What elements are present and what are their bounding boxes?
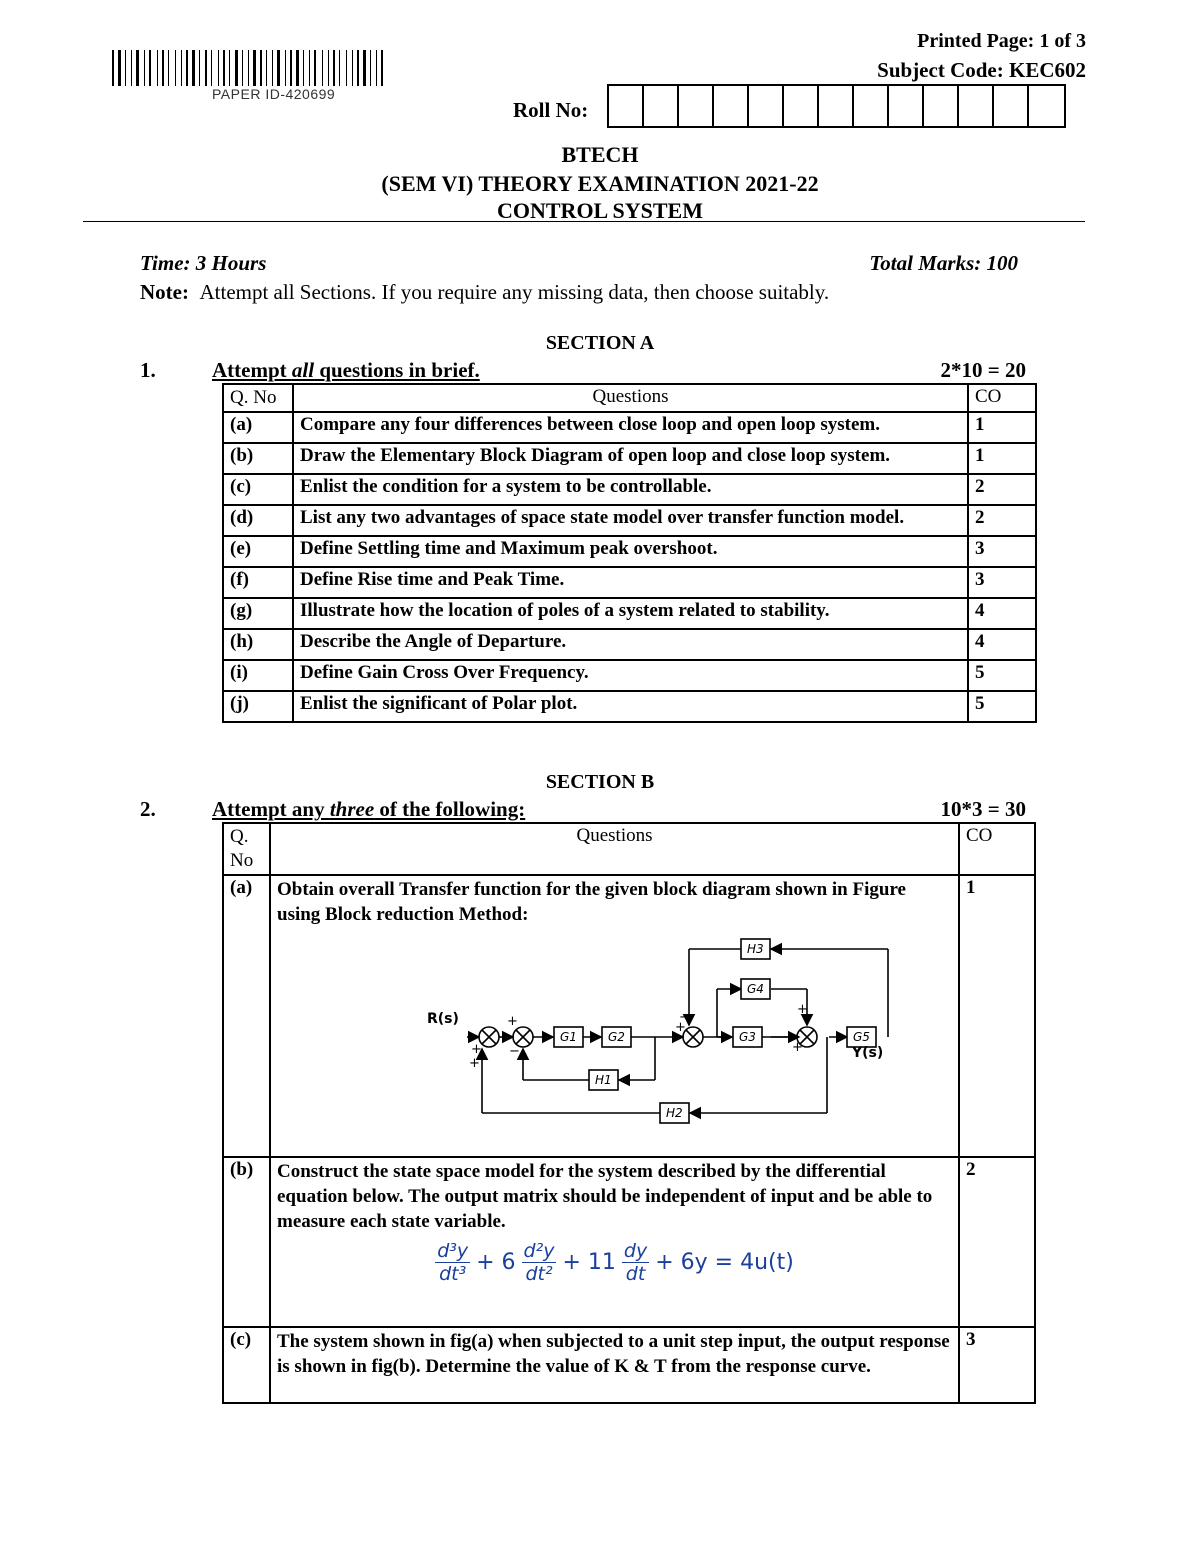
note-label: Note: <box>140 280 189 304</box>
question-co: 3 <box>968 567 1036 598</box>
barcode-bar <box>192 50 195 86</box>
barcode-bar <box>181 50 182 86</box>
roll-number-box[interactable] <box>714 86 749 126</box>
sign-plus: + <box>471 1042 482 1057</box>
exam-note <box>140 280 829 305</box>
barcode-bar <box>118 50 121 86</box>
question-id: (h) <box>223 629 293 660</box>
question-id: (c) <box>223 474 293 505</box>
total-marks: Total Marks: 100 <box>869 251 1018 275</box>
barcode-bar <box>242 50 243 86</box>
table-row <box>223 567 1036 598</box>
label-g4: G4 <box>747 982 764 996</box>
question-co: 1 <box>968 443 1036 474</box>
barcode-bar <box>290 50 292 86</box>
question-id: (a) <box>223 412 293 443</box>
exam-subject: CONTROL SYSTEM <box>497 198 703 223</box>
table-row <box>223 598 1036 629</box>
roll-number-box[interactable] <box>749 86 784 126</box>
barcode-bar <box>285 50 286 86</box>
barcode-bar <box>248 50 249 86</box>
col-header-qno: Q. No <box>223 823 270 875</box>
question-text: Obtain overall Transfer function for the given block diagram shown in Figure using Block reduction Method: <box>277 879 906 925</box>
table-row <box>223 443 1036 474</box>
coefficient: + 11 <box>562 1250 616 1275</box>
question-text: Enlist the significant of Polar plot. <box>293 691 968 722</box>
instruction-emphasis: all <box>291 358 315 382</box>
fraction-numerator: dy <box>623 1240 648 1262</box>
instruction-text: of the following: <box>374 797 526 821</box>
question-id: (i) <box>223 660 293 691</box>
fraction-denominator: dt <box>625 1263 646 1285</box>
question-id: (c) <box>223 1327 270 1403</box>
roll-number-box[interactable] <box>1029 86 1064 126</box>
question-cell <box>270 1327 959 1403</box>
col-header-questions: Questions <box>270 823 959 875</box>
barcode-bar <box>381 50 383 86</box>
barcode-bar <box>218 50 219 86</box>
roll-number-box[interactable] <box>819 86 854 126</box>
roll-number-box[interactable] <box>679 86 714 126</box>
question-co: 4 <box>968 598 1036 629</box>
subject-code: Subject Code: KEC602 <box>877 58 1086 82</box>
barcode-bar <box>149 50 151 86</box>
col-header-co: CO <box>968 384 1036 412</box>
sign-plus: + <box>469 1056 480 1071</box>
table-row <box>223 1157 1035 1327</box>
fraction-numerator: d²y <box>523 1240 555 1262</box>
question-text: Draw the Elementary Block Diagram of open loop and close loop system. <box>293 443 968 474</box>
term-second-derivative <box>522 1240 557 1285</box>
barcode-bar <box>253 50 256 86</box>
note-text: Attempt all Sections. If you require any missing data, then choose suitably. <box>199 280 830 304</box>
roll-number-box[interactable] <box>994 86 1029 126</box>
barcode-bar <box>328 50 329 86</box>
barcode-bar <box>229 50 230 86</box>
roll-number-box[interactable] <box>924 86 959 126</box>
question-text: The system shown in fig(a) when subjected to a unit step input, the output response is shown in fig(b). Determine the value of K & T from the response curve. <box>277 1331 950 1377</box>
table-row <box>223 875 1035 1157</box>
table-row <box>223 412 1036 443</box>
exam-title: (SEM VI) THEORY EXAMINATION 2021-22 <box>381 171 819 196</box>
barcode-bar <box>223 50 225 86</box>
label-h3: H3 <box>747 942 764 956</box>
question-co: 5 <box>968 691 1036 722</box>
question-co: 1 <box>968 412 1036 443</box>
barcode-bar <box>211 50 212 86</box>
table-row <box>223 629 1036 660</box>
question-1-number: 1. <box>140 358 156 382</box>
diagram-input-label: R(s) <box>427 1011 459 1027</box>
roll-number-box[interactable] <box>854 86 889 126</box>
question-id: (e) <box>223 536 293 567</box>
label-g5: G5 <box>853 1030 870 1044</box>
table-row <box>223 691 1036 722</box>
block-diagram <box>347 935 884 1125</box>
barcode-bar <box>357 50 359 86</box>
question-co: 1 <box>959 875 1035 1157</box>
term-third-derivative <box>435 1240 470 1285</box>
question-id: (b) <box>223 443 293 474</box>
label-g2: G2 <box>608 1030 625 1044</box>
label-h1: H1 <box>595 1073 612 1087</box>
barcode-bar <box>277 50 280 86</box>
roll-number-label: Roll No: <box>513 98 589 122</box>
roll-number-box[interactable] <box>609 86 644 126</box>
question-2-marks: 10*3 = 30 <box>940 797 1026 821</box>
barcode-bar <box>296 50 299 86</box>
term-first-derivative <box>622 1240 649 1285</box>
table-row <box>223 660 1036 691</box>
sign-minus: − <box>679 1010 690 1025</box>
question-id: (d) <box>223 505 293 536</box>
question-text: Define Rise time and Peak Time. <box>293 567 968 598</box>
question-id: (g) <box>223 598 293 629</box>
barcode-bar <box>168 50 169 86</box>
instruction-emphasis: three <box>329 797 375 821</box>
question-id: (f) <box>223 567 293 598</box>
barcode-bar <box>131 50 132 86</box>
coefficient: + 6 <box>476 1250 516 1275</box>
barcode-bar <box>162 50 164 86</box>
barcode-bar <box>266 50 267 86</box>
barcode-bar <box>175 50 176 86</box>
sign-plus: + <box>675 1020 686 1035</box>
barcode-bar <box>125 50 126 86</box>
barcode-bar <box>272 50 273 86</box>
sign-plus: + <box>507 1014 518 1029</box>
diagram-output-label: Y(s) <box>852 1045 884 1061</box>
barcode-bar <box>112 50 114 86</box>
equation-rest: + 6y = 4u(t) <box>655 1250 794 1275</box>
table-row <box>223 536 1036 567</box>
barcode-bar <box>339 50 340 86</box>
header-divider <box>83 221 1085 222</box>
table-row <box>223 474 1036 505</box>
question-2-instruction <box>212 797 525 822</box>
question-co: 2 <box>959 1157 1035 1327</box>
barcode-bar <box>376 50 377 86</box>
question-1-instruction <box>212 358 480 383</box>
col-header-qno: Q. No <box>223 384 293 412</box>
question-id: (b) <box>223 1157 270 1327</box>
barcode-bar <box>205 50 207 86</box>
question-cell <box>270 1157 959 1327</box>
barcode-bar <box>136 50 139 86</box>
barcode-bar <box>352 50 353 86</box>
barcode-bar <box>322 50 323 86</box>
question-1-marks: 2*10 = 20 <box>940 358 1026 382</box>
table-row <box>223 1327 1035 1403</box>
question-text: Define Settling time and Maximum peak overshoot. <box>293 536 968 567</box>
barcode-bar <box>363 50 366 86</box>
table-row <box>223 505 1036 536</box>
barcode <box>112 50 456 86</box>
sign-minus: − <box>509 1044 520 1059</box>
question-text: List any two advantages of space state model over transfer function model. <box>293 505 968 536</box>
section-a-table <box>222 383 1037 723</box>
instruction-text: Attempt any <box>212 797 330 821</box>
barcode-bar <box>314 50 316 86</box>
roll-number-box[interactable] <box>959 86 994 126</box>
roll-number-box[interactable] <box>889 86 924 126</box>
sign-plus: + <box>792 1040 803 1055</box>
roll-number-boxes[interactable] <box>607 84 1066 128</box>
col-header-questions: Questions <box>293 384 968 412</box>
question-id: (j) <box>223 691 293 722</box>
barcode-bar <box>235 50 238 86</box>
barcode-bar <box>303 50 304 86</box>
differential-equation <box>277 1240 952 1285</box>
barcode-bar <box>370 50 371 86</box>
question-text: Illustrate how the location of poles of a system related to stability. <box>293 598 968 629</box>
roll-number-box[interactable] <box>784 86 819 126</box>
question-co: 2 <box>968 474 1036 505</box>
question-co: 2 <box>968 505 1036 536</box>
question-text: Define Gain Cross Over Frequency. <box>293 660 968 691</box>
section-a-heading: SECTION A <box>545 332 655 354</box>
paper-id: PAPER ID-420699 <box>212 86 336 102</box>
question-cell <box>270 875 959 1157</box>
question-co: 5 <box>968 660 1036 691</box>
question-co: 3 <box>959 1327 1035 1403</box>
instruction-text: Attempt <box>212 358 292 382</box>
barcode-bar <box>186 50 188 86</box>
barcode-bar <box>199 50 200 86</box>
sign-plus: + <box>797 1002 808 1017</box>
label-g3: G3 <box>739 1030 756 1044</box>
exam-degree: BTECH <box>561 142 639 167</box>
barcode-bar <box>260 50 262 86</box>
barcode-bar <box>333 50 335 86</box>
barcode-bar <box>346 50 347 86</box>
printed-page: Printed Page: 1 of 3 <box>917 30 1086 52</box>
barcode-bar <box>309 50 310 86</box>
question-text: Describe the Angle of Departure. <box>293 629 968 660</box>
barcode-bar <box>144 50 145 86</box>
label-h2: H2 <box>666 1106 683 1120</box>
question-id: (a) <box>223 875 270 1157</box>
question-text: Construct the state space model for the system described by the differential equation below. The output matrix should be independent of input and be able to measure each state variable. <box>277 1161 933 1232</box>
question-text: Enlist the condition for a system to be controllable. <box>293 474 968 505</box>
question-text: Compare any four differences between close loop and open loop system. <box>293 412 968 443</box>
fraction-denominator: dt³ <box>439 1263 467 1285</box>
fraction-numerator: d³y <box>437 1240 469 1262</box>
instruction-text: questions in brief. <box>314 358 480 382</box>
barcode-bar <box>157 50 158 86</box>
section-b-heading: SECTION B <box>545 771 655 793</box>
col-header-co: CO <box>959 823 1035 875</box>
question-co: 4 <box>968 629 1036 660</box>
exam-time: Time: 3 Hours <box>140 251 267 275</box>
roll-number-box[interactable] <box>644 86 679 126</box>
fraction-denominator: dt² <box>525 1263 553 1285</box>
question-co: 3 <box>968 536 1036 567</box>
label-g1: G1 <box>560 1030 577 1044</box>
section-b-table <box>222 822 1036 1404</box>
question-2-number: 2. <box>140 797 156 821</box>
